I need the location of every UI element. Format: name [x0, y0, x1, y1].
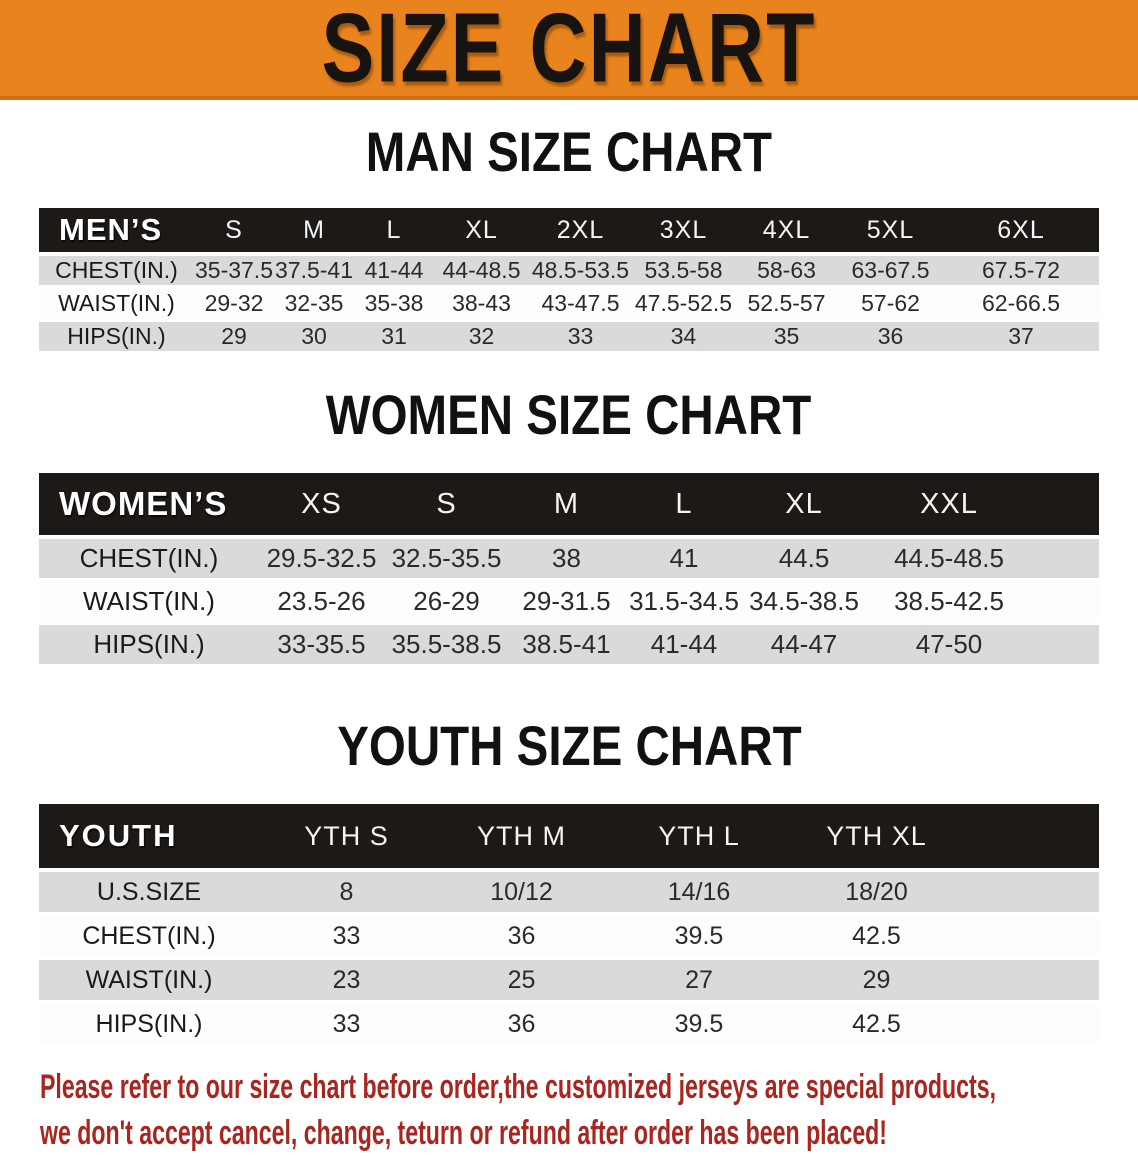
table-cell: 35.5-38.5 [384, 625, 509, 664]
table-cell: 52.5-57 [735, 289, 838, 318]
table-cell: 32 [434, 322, 529, 351]
column-header: S [384, 473, 509, 535]
table-cell: 38 [509, 539, 624, 578]
table-cell: 35 [735, 322, 838, 351]
table-cell: 62-66.5 [943, 289, 1099, 318]
table-cell: 58-63 [735, 256, 838, 285]
row-label: CHEST(IN.) [39, 916, 259, 956]
table-cell: 39.5 [609, 1004, 789, 1044]
table-row-ussize [39, 872, 1099, 912]
table-cell: 38.5-41 [509, 625, 624, 664]
table-cell: 29-32 [194, 289, 274, 318]
table-cell: 31.5-34.5 [624, 582, 744, 621]
mens-size-table [39, 204, 1099, 355]
spacer-cell [1034, 473, 1099, 535]
table-cell: 41-44 [354, 256, 434, 285]
column-header: YTH S [259, 804, 434, 868]
table-row-chest [39, 256, 1099, 285]
mens-table-title: MEN’S [39, 208, 194, 252]
spacer-cell [1034, 539, 1099, 578]
disclaimer [40, 1064, 1138, 1156]
table-cell: 34.5-38.5 [744, 582, 864, 621]
column-header: XS [259, 473, 384, 535]
table-cell: 34 [632, 322, 735, 351]
table-cell: 47.5-52.5 [632, 289, 735, 318]
column-header: 4XL [735, 208, 838, 252]
table-cell: 44.5 [744, 539, 864, 578]
youth-section-title-text: YOUTH SIZE CHART [336, 714, 802, 778]
youth-size-table [39, 800, 1099, 1048]
spacer-cell [964, 804, 1099, 868]
row-label: WAIST(IN.) [39, 289, 194, 318]
table-cell: 48.5-53.5 [529, 256, 632, 285]
table-cell: 23 [259, 960, 434, 1000]
table-cell: 63-67.5 [838, 256, 943, 285]
spacer-cell [1034, 582, 1099, 621]
column-header: M [274, 208, 354, 252]
womens-size-table [39, 469, 1099, 668]
table-cell: 38.5-42.5 [864, 582, 1034, 621]
spacer-cell [1034, 625, 1099, 664]
table-row-chest [39, 539, 1099, 578]
youth-section-title [0, 714, 1138, 784]
table-cell: 47-50 [864, 625, 1034, 664]
table-cell: 42.5 [789, 916, 964, 956]
table-cell: 26-29 [384, 582, 509, 621]
column-header: YTH M [434, 804, 609, 868]
mens-header-row [39, 208, 1099, 252]
womens-table-title: WOMEN’S [39, 473, 259, 535]
column-header: S [194, 208, 274, 252]
table-cell: 67.5-72 [943, 256, 1099, 285]
column-header: XL [744, 473, 864, 535]
table-row-hips [39, 322, 1099, 351]
column-header: YTH XL [789, 804, 964, 868]
table-cell: 10/12 [434, 872, 609, 912]
table-cell: 23.5-26 [259, 582, 384, 621]
man-section-title-text: MAN SIZE CHART [365, 120, 773, 184]
table-cell: 37 [943, 322, 1099, 351]
table-cell: 36 [838, 322, 943, 351]
table-cell: 29 [789, 960, 964, 1000]
table-cell: 35-38 [354, 289, 434, 318]
table-cell: 29.5-32.5 [259, 539, 384, 578]
size-chart-content [0, 120, 1138, 1156]
table-row-waist [39, 289, 1099, 318]
row-label: WAIST(IN.) [39, 582, 259, 621]
spacer-cell [964, 1004, 1099, 1044]
table-cell: 33 [529, 322, 632, 351]
column-header: 6XL [943, 208, 1099, 252]
womens-header-row [39, 473, 1099, 535]
table-cell: 32.5-35.5 [384, 539, 509, 578]
table-cell: 41-44 [624, 625, 744, 664]
table-cell: 14/16 [609, 872, 789, 912]
disclaimer-line-2 [40, 1110, 1138, 1156]
table-cell: 44-48.5 [434, 256, 529, 285]
column-header: XXL [864, 473, 1034, 535]
banner-title: SIZE CHART [321, 0, 817, 104]
table-cell: 33-35.5 [259, 625, 384, 664]
table-cell: 57-62 [838, 289, 943, 318]
table-cell: 32-35 [274, 289, 354, 318]
table-cell: 8 [259, 872, 434, 912]
column-header: XL [434, 208, 529, 252]
table-cell: 44-47 [744, 625, 864, 664]
table-cell: 44.5-48.5 [864, 539, 1034, 578]
table-cell: 18/20 [789, 872, 964, 912]
women-section-title [0, 383, 1138, 453]
column-header: L [624, 473, 744, 535]
spacer-cell [964, 916, 1099, 956]
man-section-title [0, 120, 1138, 190]
column-header: L [354, 208, 434, 252]
column-header: 3XL [632, 208, 735, 252]
table-row-waist [39, 960, 1099, 1000]
table-cell: 39.5 [609, 916, 789, 956]
spacer-cell [964, 960, 1099, 1000]
table-cell: 35-37.5 [194, 257, 273, 283]
row-label: HIPS(IN.) [39, 625, 259, 664]
row-label: CHEST(IN.) [39, 539, 259, 578]
table-row-hips [39, 625, 1099, 664]
table-cell: 37.5-41 [274, 257, 353, 283]
table-cell: 25 [434, 960, 609, 1000]
table-cell: 27 [609, 960, 789, 1000]
youth-header-row [39, 804, 1099, 868]
women-section-title-text: WOMEN SIZE CHART [326, 383, 812, 447]
disclaimer-line-1-text: Please refer to our size chart before order,the customized jerseys are special products, [40, 1068, 996, 1106]
table-cell: 31 [354, 322, 434, 351]
youth-table-title: YOUTH [39, 804, 259, 868]
table-cell: 29-31.5 [509, 582, 624, 621]
row-label: CHEST(IN.) [39, 256, 194, 285]
table-cell: 38-43 [434, 289, 529, 318]
disclaimer-line-2-text: we don't accept cancel, change, teturn or refund after order has been placed! [40, 1114, 888, 1153]
disclaimer-line-1 [40, 1064, 1138, 1110]
table-row-waist [39, 582, 1099, 621]
table-cell: 36 [434, 1004, 609, 1044]
row-label: HIPS(IN.) [39, 1004, 259, 1044]
table-cell: 30 [274, 322, 354, 351]
column-header: M [509, 473, 624, 535]
table-cell: 29 [194, 322, 274, 351]
table-cell: 53.5-58 [632, 256, 735, 285]
table-cell: 42.5 [789, 1004, 964, 1044]
banner [0, 0, 1138, 104]
table-cell: 43-47.5 [529, 289, 632, 318]
column-header: 5XL [838, 208, 943, 252]
column-header: 2XL [529, 208, 632, 252]
spacer-cell [964, 872, 1099, 912]
table-cell: 33 [259, 916, 434, 956]
row-label: HIPS(IN.) [39, 322, 194, 351]
table-cell: 41 [624, 539, 744, 578]
table-row-hips [39, 1004, 1099, 1044]
table-row-chest [39, 916, 1099, 956]
row-label: WAIST(IN.) [39, 960, 259, 1000]
row-label: U.S.SIZE [39, 872, 259, 912]
table-cell: 33 [259, 1004, 434, 1044]
table-cell: 36 [434, 916, 609, 956]
column-header: YTH L [609, 804, 789, 868]
